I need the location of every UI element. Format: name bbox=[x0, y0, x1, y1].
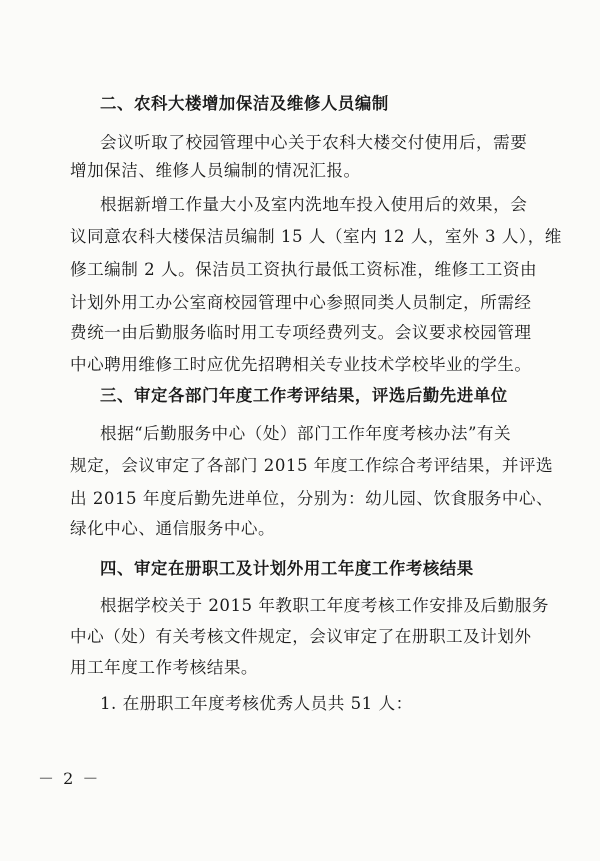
section-heading-4: 四、审定在册职工及计划外用工年度工作考核结果 bbox=[100, 559, 474, 578]
paragraph-line: 修工编制 2 人。保洁员工资执行最低工资标准，维修工工资由 bbox=[70, 260, 538, 279]
paragraph-line: 用工年度工作考核结果。 bbox=[70, 658, 259, 677]
paragraph-line: 出 2015 年度后勤先进单位，分别为：幼儿园、饮食服务中心、 bbox=[70, 489, 554, 508]
paragraph-line: 中心聘用维修工时应优先招聘相关专业技术学校毕业的学生。 bbox=[70, 355, 532, 374]
page-number: － 2 － bbox=[38, 769, 101, 788]
paragraph-line: 费统一由后勤服务临时用工专项经费列支。会议要求校园管理 bbox=[70, 323, 532, 342]
paragraph-line: 议同意农科大楼保洁员编制 15 人（室内 12 人，室外 3 人），维 bbox=[70, 227, 562, 246]
section-heading-3: 三、审定各部门年度工作考评结果，评选后勤先进单位 bbox=[100, 386, 508, 405]
paragraph-line: 根据学校关于 2015 年教职工年度考核工作安排及后勤服务 bbox=[100, 596, 549, 615]
paragraph-line: 计划外用工办公室商校园管理中心参照同类人员制定，所需经 bbox=[70, 293, 532, 312]
list-item: 1. 在册职工年度考核优秀人员共 51 人： bbox=[100, 694, 413, 713]
paragraph-line: 绿化中心、通信服务中心。 bbox=[70, 519, 276, 538]
paragraph-line: 增加保洁、维修人员编制的情况汇报。 bbox=[70, 161, 361, 180]
paragraph-line: 根据“后勤服务中心（处）部门工作年度考核办法”有关 bbox=[100, 424, 512, 443]
paragraph-line: 根据新增工作量大小及室内洗地车投入使用后的效果，会 bbox=[100, 195, 528, 214]
paragraph-line: 会议听取了校园管理中心关于农科大楼交付使用后，需要 bbox=[100, 133, 528, 152]
paragraph-line: 规定，会议审定了各部门 2015 年度工作综合考评结果，并评选 bbox=[70, 456, 554, 475]
section-heading-2: 二、农科大楼增加保洁及维修人员编制 bbox=[100, 94, 389, 113]
paragraph-line: 中心（处）有关考核文件规定，会议审定了在册职工及计划外 bbox=[70, 627, 532, 646]
